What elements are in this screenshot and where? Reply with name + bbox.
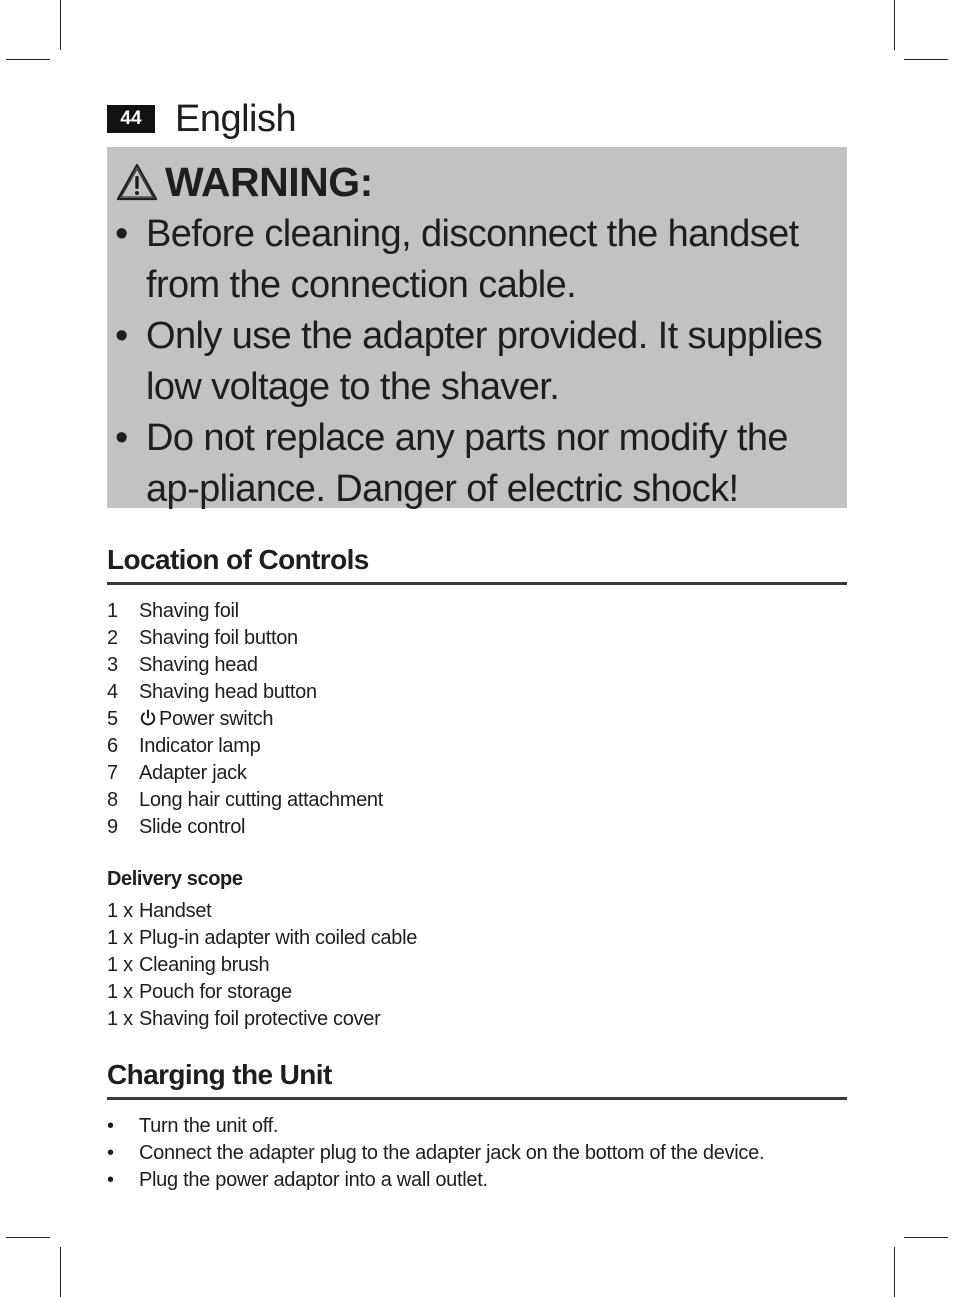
item-label: Shaving head [139,654,258,676]
warning-title: WARNING: [165,158,373,205]
item-label: Slide control [139,816,246,838]
delivery-scope-heading: Delivery scope [107,868,243,890]
item-number: 8 [107,789,118,811]
item-label: Handset [139,900,212,922]
list-item [107,625,383,652]
item-number: 4 [107,681,118,703]
crop-mark [60,1247,61,1297]
list-item [107,979,417,1006]
list-item [107,1113,764,1140]
warning-box [107,147,847,508]
item-quantity: 1 x [107,900,133,922]
item-quantity: 1 x [107,981,133,1003]
bullet: • [107,1142,114,1164]
list-item [107,925,417,952]
crop-mark [904,1237,948,1238]
list-item [107,679,383,706]
crop-mark [904,59,948,60]
list-item [107,898,417,925]
page-header [107,98,296,140]
list-item [107,733,383,760]
crop-mark [894,1247,895,1297]
item-number: 2 [107,627,118,649]
item-label: Shaving head button [139,681,317,703]
crop-mark [6,1237,50,1238]
item-number: 9 [107,816,118,838]
item-label: Pouch for storage [139,981,292,1003]
item-label: Indicator lamp [139,735,261,757]
item-quantity: 1 x [107,954,133,976]
power-icon [139,709,157,727]
item-number: 1 [107,600,118,622]
charging-list [107,1113,764,1194]
warning-heading [115,155,837,209]
language-title: English [175,97,297,140]
item-label: Long hair cutting attachment [139,789,383,811]
item-label: Adapter jack [139,762,247,784]
warning-triangle-icon [115,162,159,202]
warning-item: • Only use the adapter provided. It supplies low voltage to the shaver. [115,311,836,413]
location-of-controls-heading: Location of Controls [107,544,847,585]
item-number: 5 [107,708,118,730]
item-quantity: 1 x [107,927,133,949]
delivery-list [107,898,417,1033]
item-label: Plug-in adapter with coiled cable [139,927,418,949]
crop-mark [894,0,895,50]
bullet: • [107,1115,114,1137]
item-quantity: 1 x [107,1008,133,1030]
crop-mark [6,59,50,60]
bullet: • [107,1169,114,1191]
list-item [107,787,383,814]
item-label: Shaving foil protective cover [139,1008,381,1030]
item-label: Connect the adapter plug to the adapter jack on the bottom of the device. [139,1142,765,1164]
list-item [107,760,383,787]
item-label: Shaving foil [139,600,239,622]
item-number: 3 [107,654,118,676]
list-item [107,598,383,625]
list-item [107,814,383,841]
list-item [107,1167,764,1194]
controls-list [107,598,383,841]
list-item [107,706,383,733]
warning-list [115,209,837,515]
item-label: Cleaning brush [139,954,270,976]
list-item [107,1006,417,1033]
item-number: 7 [107,762,118,784]
item-label: Power switch [159,708,274,730]
page-number: 44 [107,105,155,133]
item-label: Plug the power adaptor into a wall outlet. [139,1169,488,1191]
crop-mark [60,0,61,50]
warning-item: • Do not replace any parts nor modify the ap-pliance. Danger of electric shock! [115,413,836,515]
item-label: Turn the unit off. [139,1115,279,1137]
warning-item: • Before cleaning, disconnect the handset from the connection cable. [115,209,836,311]
list-item [107,652,383,679]
list-item [107,952,417,979]
list-item [107,1140,764,1167]
item-number: 6 [107,735,118,757]
charging-heading: Charging the Unit [107,1059,847,1100]
item-label: Shaving foil button [139,627,298,649]
